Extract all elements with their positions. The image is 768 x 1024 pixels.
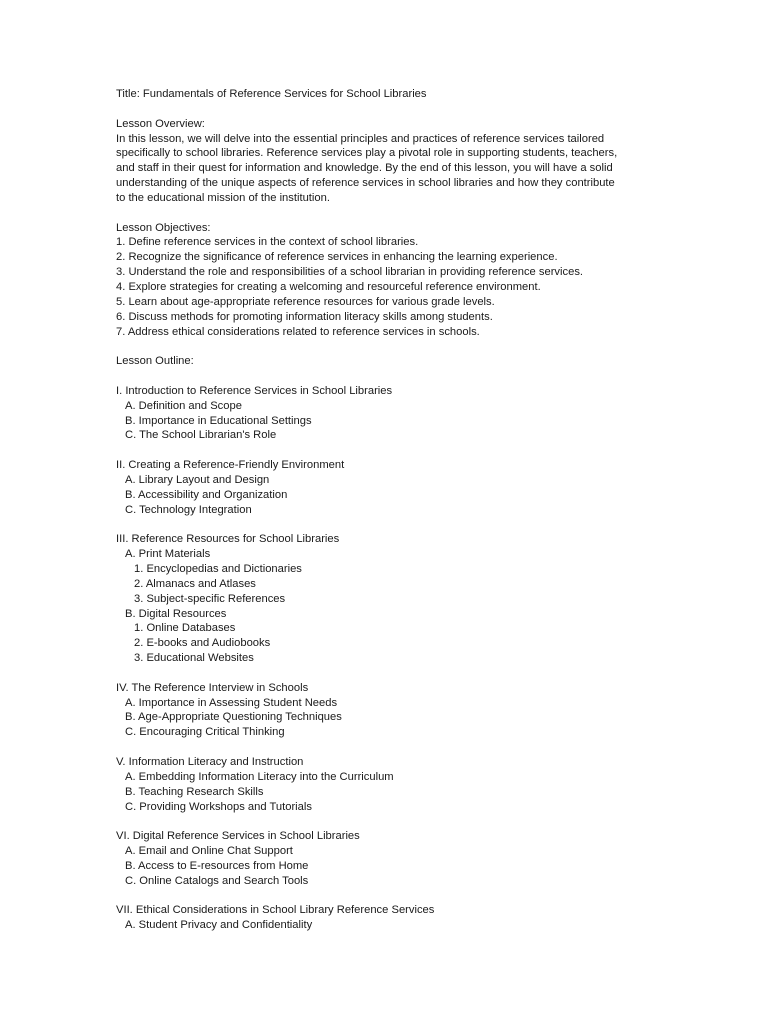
outline-item: A. Definition and Scope [125, 399, 242, 412]
objective-item: 4. Explore strategies for creating a welcoming and resourceful reference environment. [116, 280, 541, 293]
outline-item: C. Encouraging Critical Thinking [125, 726, 285, 739]
outline-subitem: 1. Online Databases [134, 622, 236, 635]
document-title: Title: Fundamentals of Reference Services for School Libraries [116, 88, 427, 100]
outline-item: C. Providing Workshops and Tutorials [125, 800, 312, 813]
spacer [116, 666, 656, 681]
outline-item: B. Accessibility and Organization [125, 488, 288, 501]
outline-section-title: I. Introduction to Reference Services in School Libraries [116, 384, 393, 397]
outline-item: C. The School Librarian's Role [125, 429, 277, 442]
outline-subitem: 1. Encyclopedias and Dictionaries [134, 563, 302, 575]
overview-line: understanding of the unique aspects of reference services in school libraries and how they contribute [116, 177, 615, 190]
objective-item: 3. Understand the role and responsibilities of a school librarian in providing reference services. [116, 266, 584, 279]
objective-item: 6. Discuss methods for promoting information literacy skills among students. [116, 310, 493, 323]
overview-line: to the educational mission of the institution. [116, 191, 330, 204]
outline-subitem: 2. E-books and Audiobooks [134, 637, 271, 650]
overview-line: In this lesson, we will delve into the essential principles and practices of reference services tailored [116, 132, 605, 145]
outline-heading: Lesson Outline: [116, 355, 194, 368]
outline-item: B. Importance in Educational Settings [125, 414, 312, 427]
objective-item: 1. Define reference services in the context of school libraries. [116, 236, 419, 249]
outline-section-title: IV. The Reference Interview in Schools [116, 681, 309, 694]
outline-item: A. Print Materials [125, 548, 211, 561]
outline-item: A. Importance in Assessing Student Needs [125, 696, 338, 709]
objective-item: 7. Address ethical considerations related to reference services in schools. [116, 325, 480, 338]
spacer [116, 740, 656, 755]
outline-item: A. Student Privacy and Confidentiality [125, 919, 313, 932]
outline-item: A. Library Layout and Design [125, 473, 270, 486]
outline-item: B. Digital Resources [125, 607, 227, 620]
outline-section-title: II. Creating a Reference-Friendly Environment [116, 459, 345, 472]
outline-item: C. Technology Integration [125, 503, 252, 516]
outline-item: A. Email and Online Chat Support [125, 845, 293, 858]
objective-item: 5. Learn about age-appropriate reference resources for various grade levels. [116, 295, 495, 308]
spacer [116, 814, 656, 829]
objective-item: 2. Recognize the significance of reference services in enhancing the learning experience. [116, 251, 558, 264]
objectives-heading: Lesson Objectives: [116, 221, 211, 234]
outline-section-title: VI. Digital Reference Services in School Libraries [116, 830, 360, 843]
outline-subitem: 3. Subject-specific References [134, 592, 286, 605]
spacer [116, 443, 656, 458]
overview-line: and staff in their quest for information and knowledge. By the end of this lesson, you will have a solid [116, 162, 613, 175]
spacer [116, 206, 656, 221]
spacer [116, 517, 656, 532]
document-page [116, 87, 656, 933]
outline-item: C. Online Catalogs and Search Tools [125, 874, 309, 887]
outline-subitem: 3. Educational Websites [134, 652, 254, 665]
spacer [116, 102, 656, 117]
outline-item: A. Embedding Information Literacy into the Curriculum [125, 770, 394, 783]
outline-item: B. Age-Appropriate Questioning Techniques [125, 711, 342, 724]
outline-item: B. Teaching Research Skills [125, 785, 264, 798]
spacer [116, 889, 656, 904]
outline-section-title: III. Reference Resources for School Libraries [116, 533, 340, 546]
spacer [116, 339, 656, 354]
outline-item: B. Access to E-resources from Home [125, 859, 309, 872]
outline-section-title: V. Information Literacy and Instruction [116, 755, 304, 768]
overview-line: specifically to school libraries. Reference services play a pivotal role in supporting students, teachers, [116, 147, 618, 160]
spacer [116, 369, 656, 384]
outline-subitem: 2. Almanacs and Atlases [134, 577, 256, 590]
outline-section-title: VII. Ethical Considerations in School Library Reference Services [116, 904, 435, 917]
overview-heading: Lesson Overview: [116, 117, 205, 130]
